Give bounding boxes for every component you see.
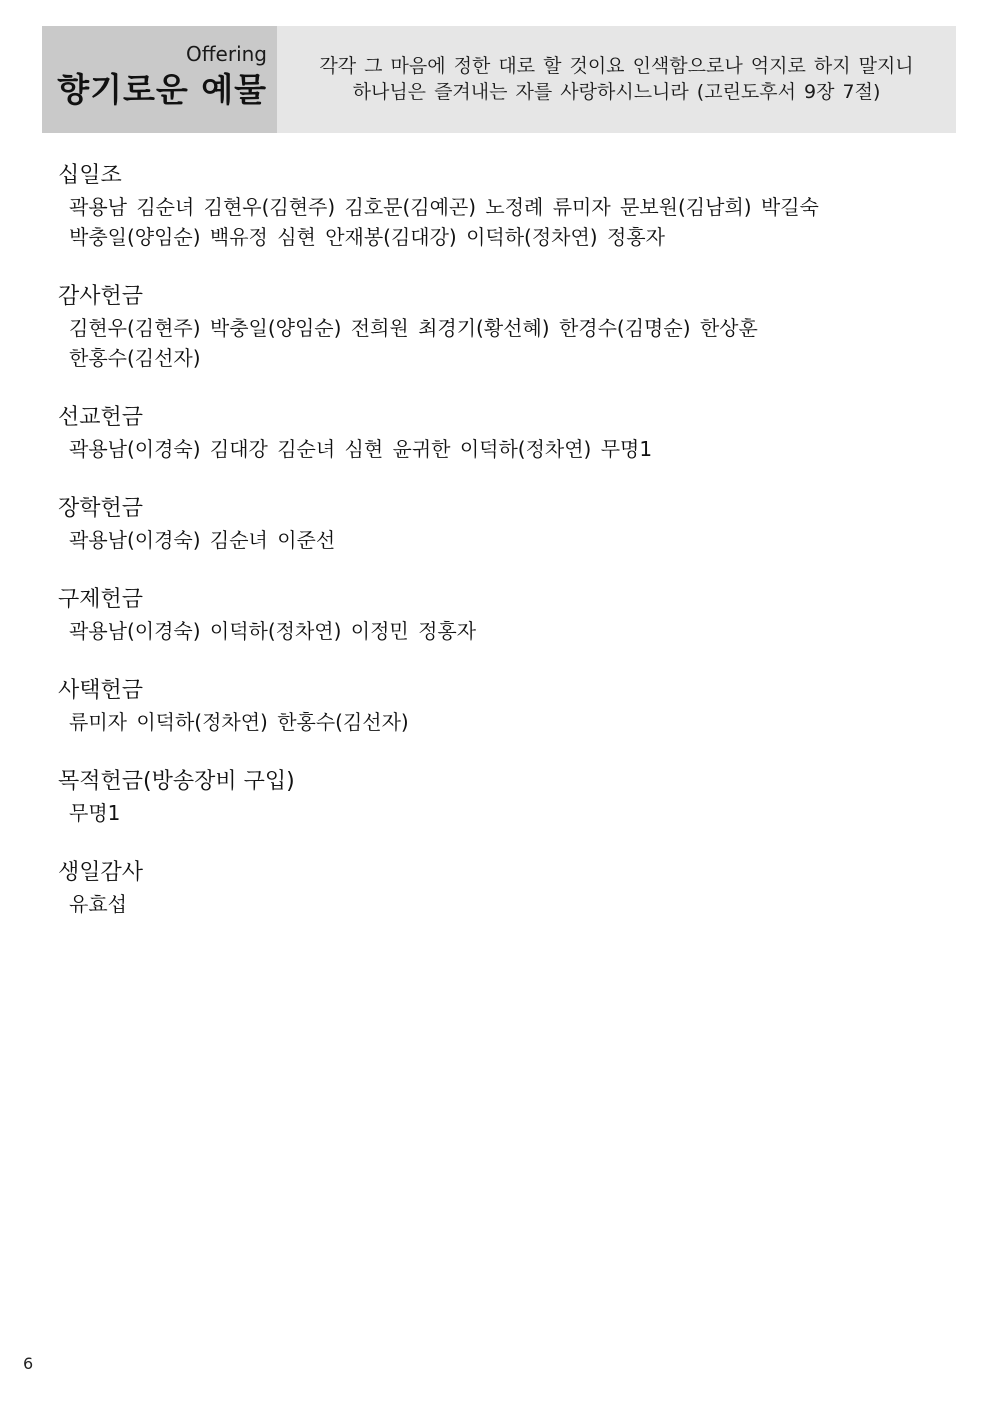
offering-list (58, 160, 938, 948)
donor-line: 곽용남(이경숙) 김대강 김순녀 심현 윤귀한 이덕하(정차연) 무명1 (69, 437, 653, 461)
header-subtitle: Offering (186, 42, 267, 66)
donor-line: 곽용남(이경숙) 김순녀 이준선 (69, 528, 336, 552)
section-title: 생일감사 (58, 860, 144, 885)
section-relief (58, 584, 938, 646)
page-title: 향기로운 예물 (57, 70, 267, 109)
section-title: 구제헌금 (58, 587, 144, 612)
section-tithe (58, 160, 938, 252)
section-designated (58, 766, 938, 828)
bible-verse-block (277, 26, 956, 133)
donor-line: 유효섭 (69, 892, 127, 916)
donor-line: 박충일(양임순) 백유정 심현 안재봉(김대강) 이덕하(정차연) 정홍자 (69, 225, 665, 249)
donor-line: 곽용남(이경숙) 이덕하(정차연) 이정민 정홍자 (69, 619, 477, 643)
section-scholarship (58, 493, 938, 555)
verse-line-1: 각각 그 마음에 정한 대로 할 것이요 인색함으로나 억지로 하지 말지니 (319, 54, 914, 77)
section-mission (58, 402, 938, 464)
section-thanksgiving (58, 281, 938, 373)
donor-line: 한홍수(김선자) (69, 346, 201, 370)
section-title: 선교헌금 (58, 405, 144, 430)
offering-header (42, 26, 956, 133)
donor-line: 곽용남 김순녀 김현우(김현주) 김호문(김예곤) 노정례 류미자 문보원(김남희) 박길숙 (69, 195, 819, 219)
donor-line: 류미자 이덕하(정차연) 한홍수(김선자) (69, 710, 409, 734)
section-parsonage (58, 675, 938, 737)
verse-line-2: 하나님은 즐겨내는 자를 사랑하시느니라 (고린도후서 9장 7절) (352, 80, 881, 103)
section-birthday (58, 857, 938, 919)
section-title: 장학헌금 (58, 496, 144, 521)
page-number: 6 (23, 1354, 34, 1373)
section-title: 목적헌금(방송장비 구입) (58, 769, 295, 794)
section-title: 감사헌금 (58, 284, 144, 309)
section-title: 사택헌금 (58, 678, 144, 703)
donor-line: 김현우(김현주) 박충일(양임순) 전희원 최경기(황선혜) 한경수(김명순) 한상훈 (69, 316, 758, 340)
header-title-block (42, 26, 277, 133)
donor-line: 무명1 (69, 801, 121, 825)
section-title: 십일조 (58, 163, 122, 188)
